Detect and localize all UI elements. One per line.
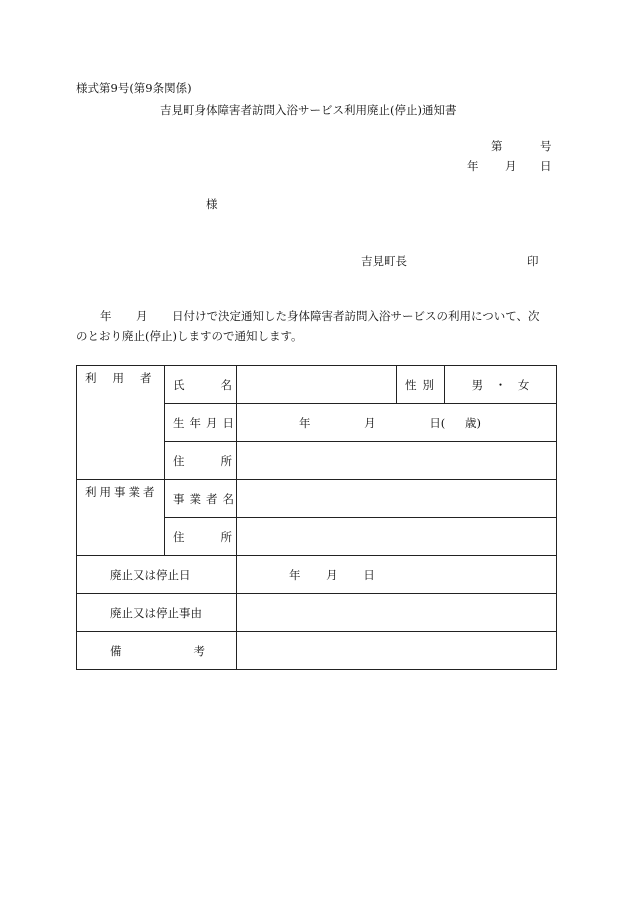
user-section-char: 利用者: [85, 371, 168, 385]
name-label-cell: [165, 366, 268, 404]
birth-month: 月: [364, 415, 376, 430]
birth-day: 日(: [429, 415, 446, 430]
doc-number-suffix: 号: [540, 139, 552, 153]
date-day: 日: [540, 159, 552, 173]
provider-name-label-cell: [165, 480, 237, 518]
remarks-label: 備考: [110, 643, 277, 658]
table-row: [77, 594, 557, 632]
provider-address-value-cell[interactable]: [237, 518, 557, 556]
provider-name-label: 事業者名: [173, 491, 239, 506]
user-address-label-cell: [165, 442, 268, 480]
provider-address-label-cell: [165, 518, 268, 556]
stop-date-label-cell: [77, 556, 237, 594]
name-label: 氏名: [173, 377, 268, 392]
sex-female[interactable]: 女: [517, 377, 530, 392]
table-row: [77, 556, 557, 594]
stop-date-label: 廃止又は停止日: [110, 567, 191, 582]
sex-label-cell: [397, 366, 445, 404]
sex-label: 性別: [405, 377, 440, 392]
body-line2: のとおり廃止(停止)しますので通知します。: [76, 329, 303, 343]
notice-form-table: [76, 365, 557, 670]
stop-reason-label: 廃止又は停止事由: [110, 605, 202, 620]
birth-year: 年: [299, 415, 311, 430]
recipient-suffix: 様: [206, 197, 218, 211]
birth-value-cell[interactable]: [237, 404, 557, 442]
sex-male[interactable]: 男: [471, 377, 484, 392]
body-month: 月: [136, 309, 148, 323]
stop-date-day: 日: [363, 567, 375, 582]
stop-date-year: 年: [289, 567, 301, 582]
provider-section-label: 利用事業者: [85, 485, 158, 499]
sex-value-cell[interactable]: [445, 366, 557, 404]
stop-reason-label-cell: [77, 594, 237, 632]
remarks-label-cell: [77, 632, 277, 670]
user-address-label: 住所: [173, 453, 268, 468]
remarks-value-cell[interactable]: [237, 632, 557, 670]
table-row: [77, 632, 557, 670]
provider-section-cell: [77, 480, 165, 556]
provider-name-value-cell[interactable]: [237, 480, 557, 518]
sex-separator: ・: [494, 377, 507, 392]
user-section-label: [85, 370, 168, 386]
form-number: 様式第9号(第9条関係): [76, 81, 192, 95]
seal-mark: 印: [527, 254, 539, 268]
stop-date-month: 月: [326, 567, 338, 582]
issuer-name: 吉見町長: [361, 254, 407, 268]
body-line1: 日付けで決定通知した身体障害者訪問入浴サービスの利用について、次: [172, 309, 540, 323]
birth-label-cell: [165, 404, 237, 442]
date-year: 年: [467, 159, 479, 173]
birth-label: 生年月日: [173, 415, 239, 430]
stop-date-value-cell[interactable]: [237, 556, 557, 594]
table-row: [77, 480, 557, 518]
date-month: 月: [505, 159, 517, 173]
user-section-cell: [77, 366, 168, 480]
birth-age: 歳): [464, 415, 481, 430]
table-row: [77, 366, 557, 404]
provider-address-label: 住所: [173, 529, 268, 544]
stop-reason-value-cell[interactable]: [237, 594, 557, 632]
doc-number-prefix: 第: [491, 139, 503, 153]
document-title: 吉見町身体障害者訪問入浴サービス利用廃止(停止)通知書: [160, 103, 457, 117]
body-year: 年: [100, 309, 112, 323]
user-address-value-cell[interactable]: [237, 442, 557, 480]
